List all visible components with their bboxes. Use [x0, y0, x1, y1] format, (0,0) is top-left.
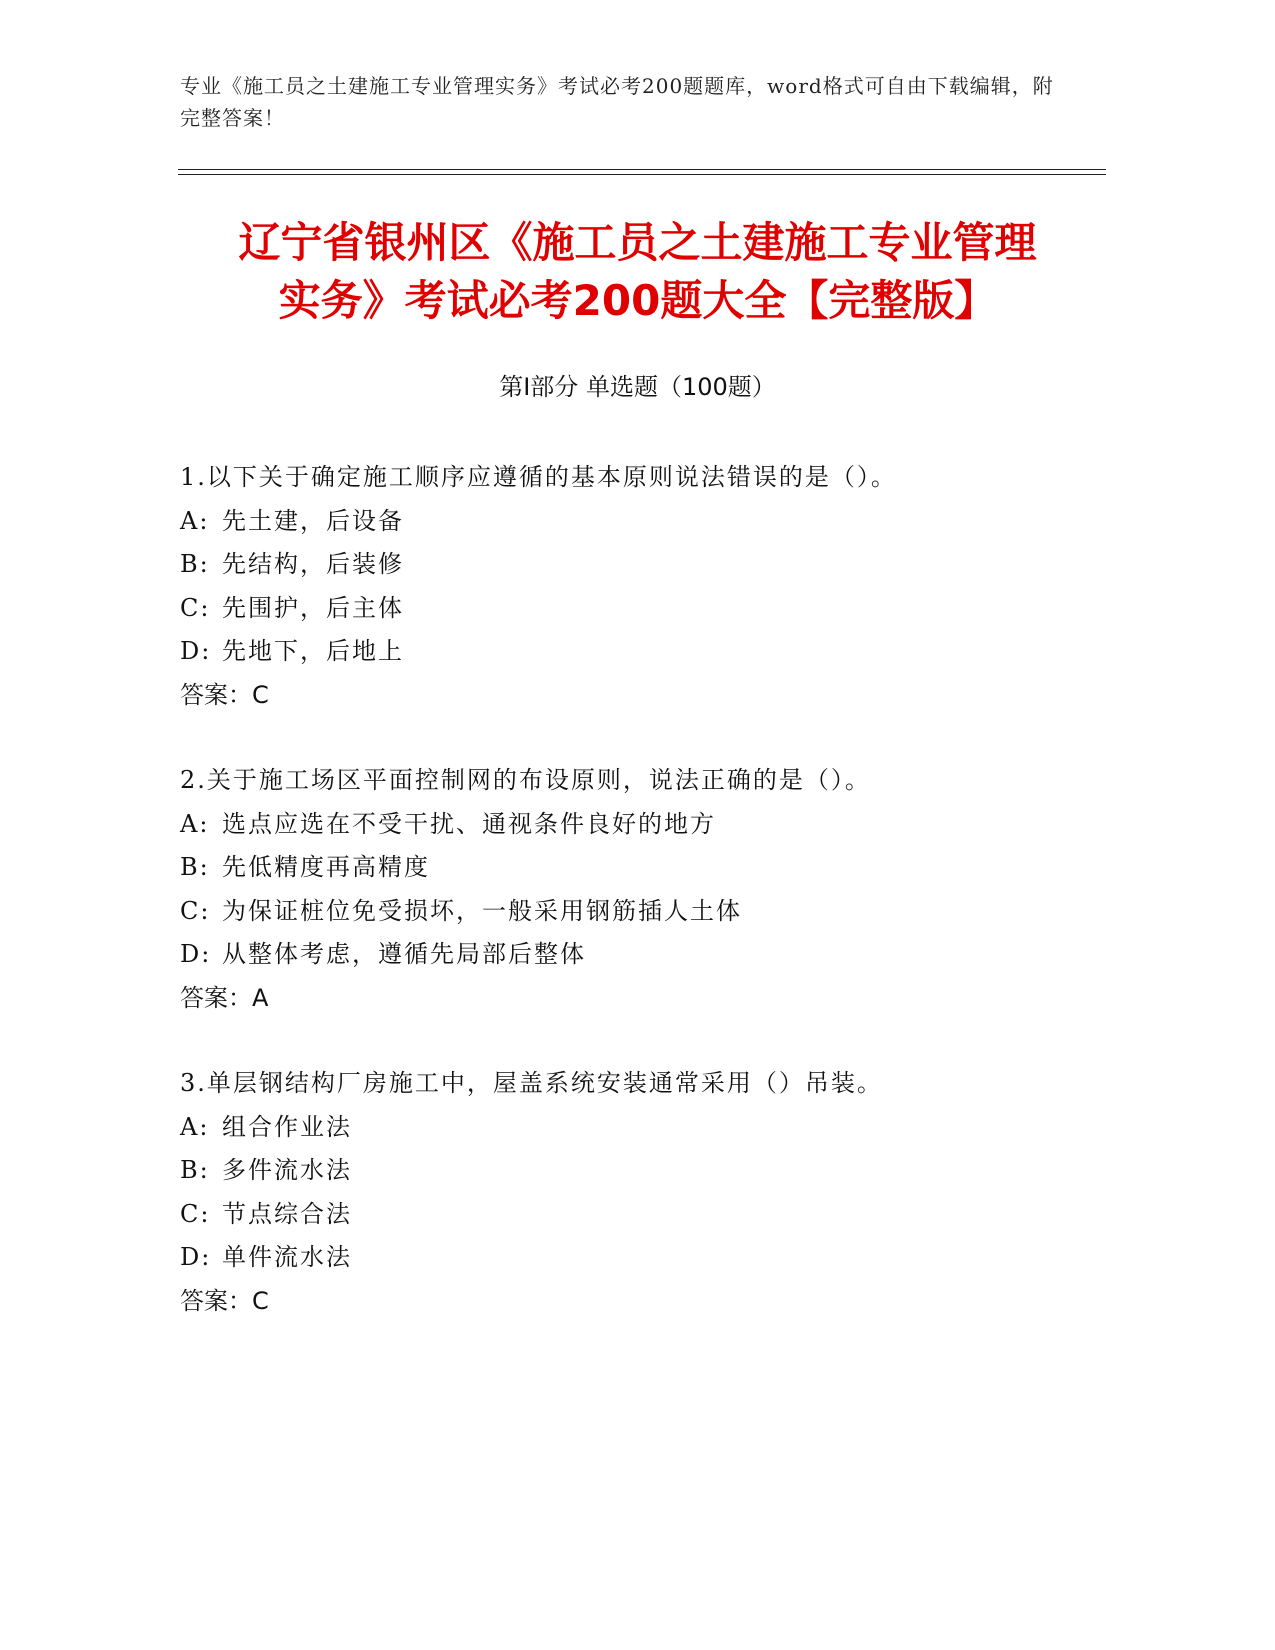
option-d: [180, 933, 1080, 977]
option-d: [180, 630, 1080, 674]
document-title-line-1: 辽宁省银州区《施工员之土建施工专业管理: [238, 218, 1037, 267]
question-stem: 1.以下关于确定施工顺序应遵循的基本原则说法错误的是（）。: [180, 463, 897, 491]
option-text: 为保证桩位免受损坏，一般采用钢筋插人土体: [222, 896, 742, 925]
option-d: [180, 1236, 1080, 1280]
answer: 答案：A: [180, 983, 269, 1012]
option-text: 节点综合法: [222, 1199, 352, 1228]
option-text: 多件流水法: [222, 1156, 352, 1184]
option-text: 先低精度再高精度: [222, 853, 430, 881]
option-a: [180, 1106, 1080, 1150]
header-divider-bottom: [178, 174, 1106, 175]
section-title: 第I部分 单选题（100题）: [499, 373, 776, 401]
option-c: [180, 1193, 1080, 1237]
option-text: 先结构，后装修: [222, 550, 404, 578]
question-stem: 2.关于施工场区平面控制网的布设原则，说法正确的是（）。: [180, 766, 871, 794]
option-key: D:: [180, 940, 212, 968]
question-list: [180, 456, 1080, 1365]
option-text: 单件流水法: [222, 1243, 352, 1271]
question-1: [180, 456, 1080, 717]
option-key: A:: [180, 809, 210, 838]
option-key: A:: [180, 506, 210, 535]
option-key: D:: [180, 1243, 212, 1271]
question-3: [180, 1062, 1080, 1323]
option-text: 先围护，后主体: [222, 593, 404, 622]
option-key: A:: [180, 1112, 210, 1141]
option-key: B:: [180, 550, 210, 578]
option-key: C:: [180, 1199, 211, 1228]
option-key: B:: [180, 1156, 210, 1184]
option-text: 先地下，后地上: [222, 637, 404, 665]
option-a: [180, 500, 1080, 544]
option-a: [180, 803, 1080, 847]
option-key: C:: [180, 896, 211, 925]
answer: 答案：C: [180, 1286, 269, 1315]
option-c: [180, 587, 1080, 631]
option-text: 先土建，后设备: [222, 506, 404, 535]
option-key: C:: [180, 593, 211, 622]
option-key: B:: [180, 853, 210, 881]
header-note: 专业《施工员之土建施工专业管理实务》考试必考200题题库，word格式可自由下载编辑，附完整答案！: [180, 74, 1054, 130]
header-divider-top: [178, 169, 1106, 170]
option-text: 组合作业法: [222, 1112, 352, 1141]
document-title: [150, 214, 1125, 330]
option-key: D:: [180, 637, 212, 665]
question-stem: 3.单层钢结构厂房施工中，屋盖系统安装通常采用（）吊装。: [180, 1069, 883, 1097]
question-2: [180, 759, 1080, 1020]
answer: 答案：C: [180, 680, 269, 709]
option-b: [180, 1149, 1080, 1193]
option-b: [180, 846, 1080, 890]
document-title-line-2: 实务》考试必考200题大全【完整版】: [278, 276, 997, 325]
option-text: 从整体考虑，遵循先局部后整体: [222, 940, 586, 968]
option-c: [180, 890, 1080, 934]
option-b: [180, 543, 1080, 587]
option-text: 选点应选在不受干扰、通视条件良好的地方: [222, 809, 716, 838]
